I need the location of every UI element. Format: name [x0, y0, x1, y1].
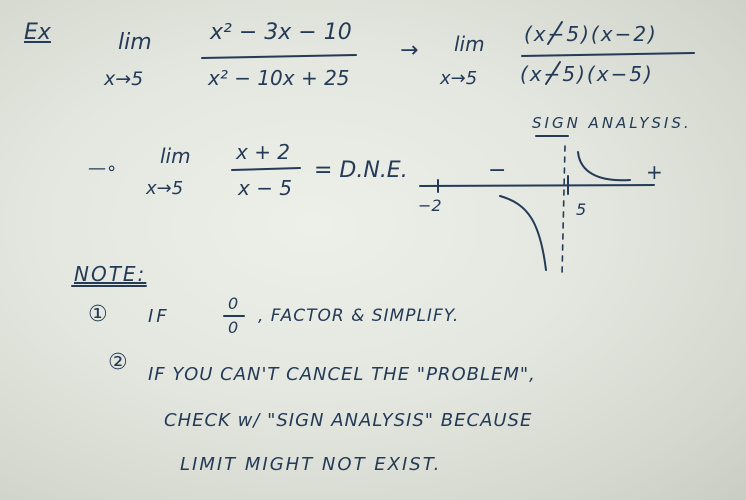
fraction-bar-factored: [522, 53, 694, 56]
note-item-1-number: ①: [88, 302, 108, 327]
factored-limit-word: lim: [454, 32, 485, 56]
step2-arrow: —∘: [88, 158, 118, 179]
step2-limit-word: lim: [160, 144, 191, 168]
equivalence-arrow: →: [400, 38, 419, 63]
fraction-bar-step2: [232, 168, 300, 170]
note-item-2-line-3: LIMIT MIGHT NOT EXIST.: [180, 454, 442, 475]
original-denominator: x² − 10x + 25: [208, 66, 350, 90]
tick-label-neg2: −2: [418, 196, 442, 215]
note-item-1-fraction-num: 0: [228, 294, 239, 313]
right-sign: +: [646, 160, 663, 184]
vertical-asymptote: [562, 146, 565, 276]
note-item-1-fraction-den: 0: [228, 318, 239, 337]
note-item-1-text: , FACTOR & SIMPLIFY.: [258, 306, 460, 326]
note-item-2-line-2: CHECK w/ "SIGN ANALYSIS" BECAUSE: [164, 410, 533, 431]
example-label: Ex: [24, 20, 51, 45]
original-numerator: x² − 3x − 10: [210, 20, 352, 45]
factored-numerator: (x−5)(x−2): [524, 22, 658, 46]
tick-label-5: 5: [576, 200, 587, 219]
sign-analysis-title: SIGN ANALYSIS.: [532, 114, 692, 132]
cancel-mark-top: [548, 22, 562, 44]
dne-result: = D.N.E.: [314, 158, 408, 183]
limit-approach: x→5: [104, 68, 144, 90]
step2-numerator: x + 2: [236, 140, 291, 164]
left-branch-curve: [500, 196, 546, 270]
step2-denominator: x − 5: [238, 176, 293, 200]
step2-approach: x→5: [146, 178, 184, 199]
note-heading: NOTE:: [74, 262, 147, 286]
note-item-2-number: ②: [108, 350, 128, 375]
note-item-2-line-1: IF YOU CAN'T CANCEL THE "PROBLEM",: [148, 364, 536, 385]
cancel-mark-bottom: [546, 62, 560, 84]
limit-word: lim: [118, 30, 152, 55]
right-branch-curve: [578, 152, 630, 180]
note-item-1-if: IF: [148, 306, 170, 327]
left-sign: −: [488, 158, 507, 183]
factored-limit-approach: x→5: [440, 68, 478, 89]
factored-denominator: (x−5)(x−5): [520, 62, 654, 86]
fraction-bar-original: [202, 55, 356, 58]
sign-number-line: [420, 185, 654, 186]
